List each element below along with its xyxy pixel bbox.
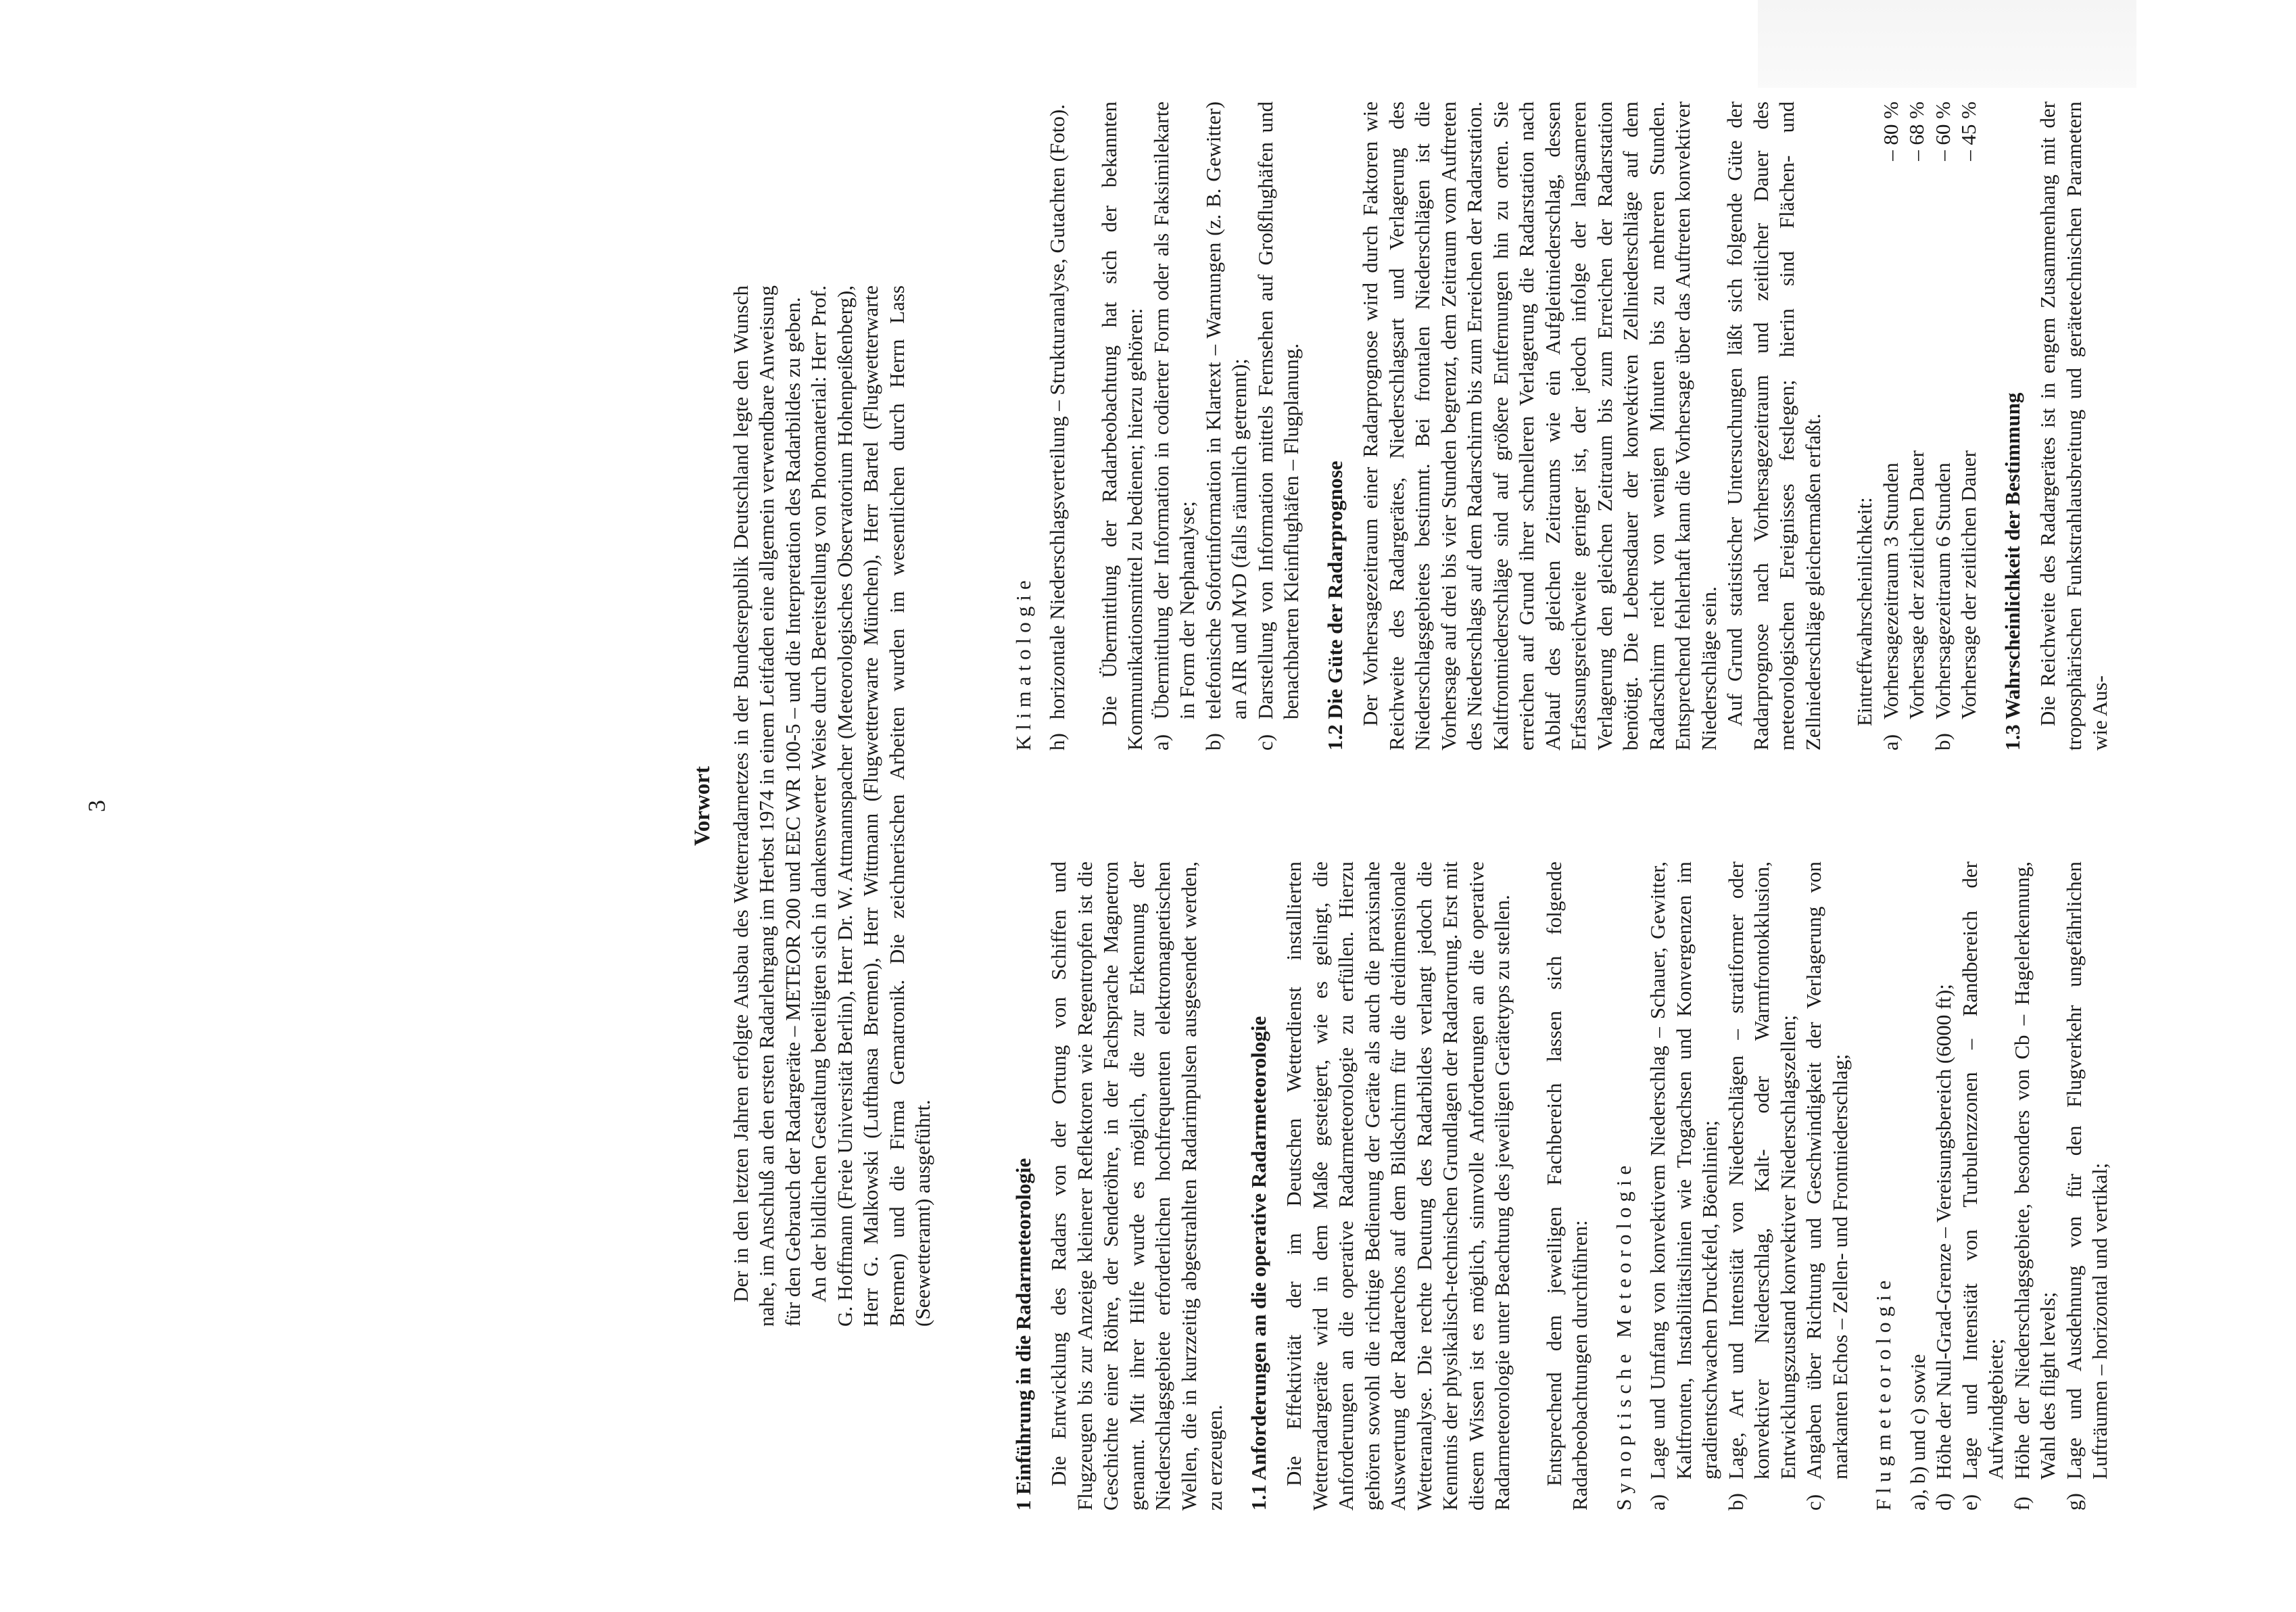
prob-label [1904, 719, 1930, 751]
section-heading: 1.3 Wahrscheinlichkeit der Bestimmung [2000, 392, 2024, 751]
subheading-climatology: Klimatologie [1011, 575, 1035, 751]
section-heading: 1.1 Anforderungen an die operative Radarmeteorologie [1246, 1016, 1270, 1511]
prob-text: Vorhersage der zeitlichen Dauer [1905, 450, 1928, 719]
list-text: Höhe der Null-Grad-Grenze – Vereisungsbereich (6000 ft); [1932, 984, 1955, 1479]
prob-value: – 60 % [1930, 101, 1955, 161]
list-item [1645, 861, 1723, 1511]
list-label: c) [1802, 1494, 1825, 1511]
prob-value: – 80 % [1878, 101, 1903, 161]
list-text: horizontale Niederschlagsverteilung – Strukturanalyse, Gutachten (Foto). [1045, 104, 1069, 719]
prob-text: Vorhersage der zeitlichen Dauer [1957, 450, 1980, 719]
list-label: d) [1932, 1493, 1955, 1511]
probability-row [1878, 101, 1905, 751]
list-label: a) [1149, 734, 1173, 751]
list-label: f) [2009, 1496, 2034, 1511]
subheading-synoptic: Synoptische Meteorologie [1611, 1160, 1635, 1511]
section-heading: 1 Einführung in die Radarmeteorologie [1011, 1158, 1035, 1511]
list-item [1957, 861, 2009, 1511]
body-paragraph: Der Vorhersagezeitraum einer Radarprognose wird durch Faktoren wie Reichweite des Radargerätes, Niederschlagsart und Verlagerung des Niederschlagsgebietes bestimmt. Bei frontalen Niederschlägen ist die Vorhersage auf drei bis vier Stunden begrenzt, dem Zeitraum vom Auftreten des Niederschlags auf dem Radarschirm bis zum Erreichen der Radarstation. Kaltfrontniederschläge sind auf größere Entfernungen hin zu orten. Sie erreichen auf Grund ihrer schnelleren Verlagerung die Radarstation nach Ablauf des gleichen Zeitraums wie ein Aufgleitniederschlag, dessen Erfassungsreichweite geringer ist, der jedoch infolge der langsameren Verlagerung den gleichen Zeitraum bis zum Erreichen der Radarstation benötigt. Die Lebensdauer der konvektiven Zellniederschläge auf dem Radarschirm reicht von wenigen Minuten bis zu mehreren Stunden. Entsprechend fehlerhaft kann die Vorhersage über das Auftreten konvektiver Niederschläge sein. [1358, 101, 1721, 751]
list-label: b) [1723, 1493, 1748, 1511]
prob-label [1956, 719, 1982, 751]
left-column [1011, 861, 2113, 1511]
preface-paragraph: An der bildlichen Gestaltung beteiligten sich in dankenswerter Weise durch Bereitstellung von Photomaterial: Herr Prof. G. Hoffmann (Freie Universität Berlin), Herr Dr. W. Attmannspacher (Meteorologisches Observatorium Hohenpeißenberg), Herr G. Malkowski (Lufthansa Bremen), Herr Wittmann (Flugwetterwarte München), Herr Bartel (Flugwetterwarte Bremen) und die Firma Gematronik. Die zeichnerischen Arbeiten wurden im wesentlichen durch Herrn Lass (Seewetteramt) ausgeführt. [807, 285, 934, 1327]
list-text: Höhe der Niederschlagsgebiete, besonders von Cb – Hagelerkennung, Wahl des flight levels; [2009, 861, 2059, 1479]
list-text: telefonische Sofortinformation in Klartext – Warnungen (z. B. Gewitter) an AIR und MvD (falls räumlich getrennt); [1201, 101, 1251, 719]
preface-section [690, 285, 936, 1327]
right-column [1011, 101, 2113, 751]
list-text: Lage und Ausdehnung von für den Flugverkehr ungefährlichen Lufträumen – horizontal und vertikal; [2061, 861, 2111, 1479]
list-text: Lage und Intensität von Turbulenzzonen – Randbereich der Aufwindgebiete; [1957, 861, 2007, 1479]
prob-label: b) [1930, 733, 1955, 751]
bleed-through-artifact [1758, 0, 2136, 88]
subheading-flight: Flugmeteorologie [1871, 1275, 1895, 1511]
list-text: Angaben über Richtung und Geschwindigkeit der Verlagerung von markanten Echos – Zellen- und Frontniederschlag; [1802, 861, 1852, 1479]
list-label: c) [1253, 734, 1277, 751]
prob-value: – 45 % [1957, 101, 1980, 161]
list-text: Lage und Umfang von konvektivem Niederschlag – Schauer, Gewitter, Kaltfronten, Instabilitätslinien wie Trogachsen und Konvergenzen im gradientschwachen Druckfeld, Böenlinien; [1646, 861, 1721, 1479]
probability-row [1904, 101, 1930, 751]
body-paragraph: Entsprechend dem jeweiligen Fachbereich lassen sich folgende Radarbeobachtungen durchführen: [1541, 861, 1592, 1511]
list-item [2009, 861, 2061, 1511]
list-label: g) [2061, 1493, 2086, 1511]
preface-paragraph: Der in den letzten Jahren erfolgte Ausbau des Wetterradarnetzes in der Bundesrepublik Deutschland legte den Wunsch nahe, im Anschluß an den ersten Radarlehrgang im Herbst 1974 in einem Leitfaden eine allgemein verwendbare Anweisung für den Gebrauch der Radargeräte – METEOR 200 und EEC WR 100-5 – und die Interpretation des Radarbildes zu geben. [728, 285, 805, 1327]
list-label: a) [1646, 1494, 1669, 1511]
list-item [1801, 861, 1853, 1511]
list-item [1149, 101, 1201, 751]
body-paragraph: Die Übermittlung der Radarbeobachtung hat sich der bekannten Kommunikationsmittel zu bedienen; hierzu gehören: [1097, 101, 1147, 751]
body-paragraph: Auf Grund statistischer Untersuchungen läßt sich folgende Güte der Radarprognose nach Vorhersagezeitraum und zeitlicher Dauer des meteorologischen Ereignisses festlegen; hierin sind Flächen- und Zellniederschläge gleichermaßen erfaßt. [1723, 101, 1825, 751]
probability-heading: Eintreffwahrscheinlichkeit: [1852, 497, 1876, 726]
list-text: Darstellung von Information mittels Fernsehen auf Großflughäfen und benachbarten Kleinflughäfen – Flugplanung. [1253, 101, 1303, 719]
preface-title: Vorwort [690, 766, 715, 846]
body-paragraph: Die Entwicklung des Radars von der Ortung von Schiffen und Flugzeugen bis zur Anzeige kleinerer Reflektoren wie Regentropfen ist die Geschichte einer Röhre, der Senderöhre, in der Fachsprache Magnetron genannt. Mit ihrer Hilfe wurde es möglich, die zur Erkennung der Niederschlagsgebiete erforderlichen hochfrequenten elektromagnetischen Wellen, die in kurzzeitig abgestrahlten Radarimpulsen ausgesendet werden, zu erzeugen. [1047, 861, 1226, 1511]
section-heading: 1.2 Die Güte der Radarprognose [1322, 460, 1347, 751]
list-label: h) [1045, 733, 1069, 751]
list-item [2061, 861, 2113, 1511]
page-number: 3 [83, 800, 110, 812]
two-column-body [1011, 101, 2113, 1511]
list-item: a), b) und c) sowie [1905, 1354, 1930, 1511]
list-label: b) [1201, 733, 1225, 751]
list-item [1045, 101, 1071, 751]
prob-text: Vorhersagezeitraum 6 Stunden [1930, 463, 1955, 719]
prob-label: a) [1878, 734, 1903, 751]
body-paragraph: Die Effektivität der im Deutschen Wetterdienst installierten Wetterradargeräte wird in dem Maße gesteigert, wie es gelingt, die Anforderungen an die operative Radarmeteorologie zu erfüllen. Hierzu gehören sowohl die richtige Bedienung der Geräte als auch die praxisnahe Auswertung der Radarechos auf dem Bildschirm für die dreidimensionale Wetteranalyse. Die rechte Deutung des Radarbildes verlangt jedoch die Kenntnis der physikalisch-technischen Grundlagen der Radarortung. Erst mit diesem Wissen ist es möglich, sinnvolle Anforderungen an die operative Radarmeteorologie unter Beachtung des jeweiligen Gerätetyps zu stellen. [1282, 861, 1514, 1511]
list-label: e) [1957, 1494, 1982, 1511]
list-item [1931, 861, 1957, 1511]
probability-row [1956, 101, 1982, 751]
list-item [1201, 101, 1253, 751]
list-text: Lage, Art und Intensität von Niederschlägen – stratiformer oder konvektiver Niederschlag, Kalt- oder Warmfrontokklusion, Entwicklungszustand konvektiver Niederschlagszellen; [1723, 861, 1800, 1479]
list-item [1723, 861, 1802, 1511]
list-text: Übermittlung der Information in codierter Form oder als Faksimilekarte in Form der Nephanalyse; [1149, 101, 1199, 719]
prob-text: Vorhersagezeitraum 3 Stunden [1878, 463, 1903, 719]
probability-row [1930, 101, 1957, 751]
body-paragraph: Die Reichweite des Radargerätes ist in engem Zusammenhang mit der troposphärischen Funkstrahlausbreitung und gerätetechnischen Parametern wie Aus- [2036, 101, 2111, 751]
prob-value: – 68 % [1905, 101, 1928, 161]
list-item [1253, 101, 1305, 751]
